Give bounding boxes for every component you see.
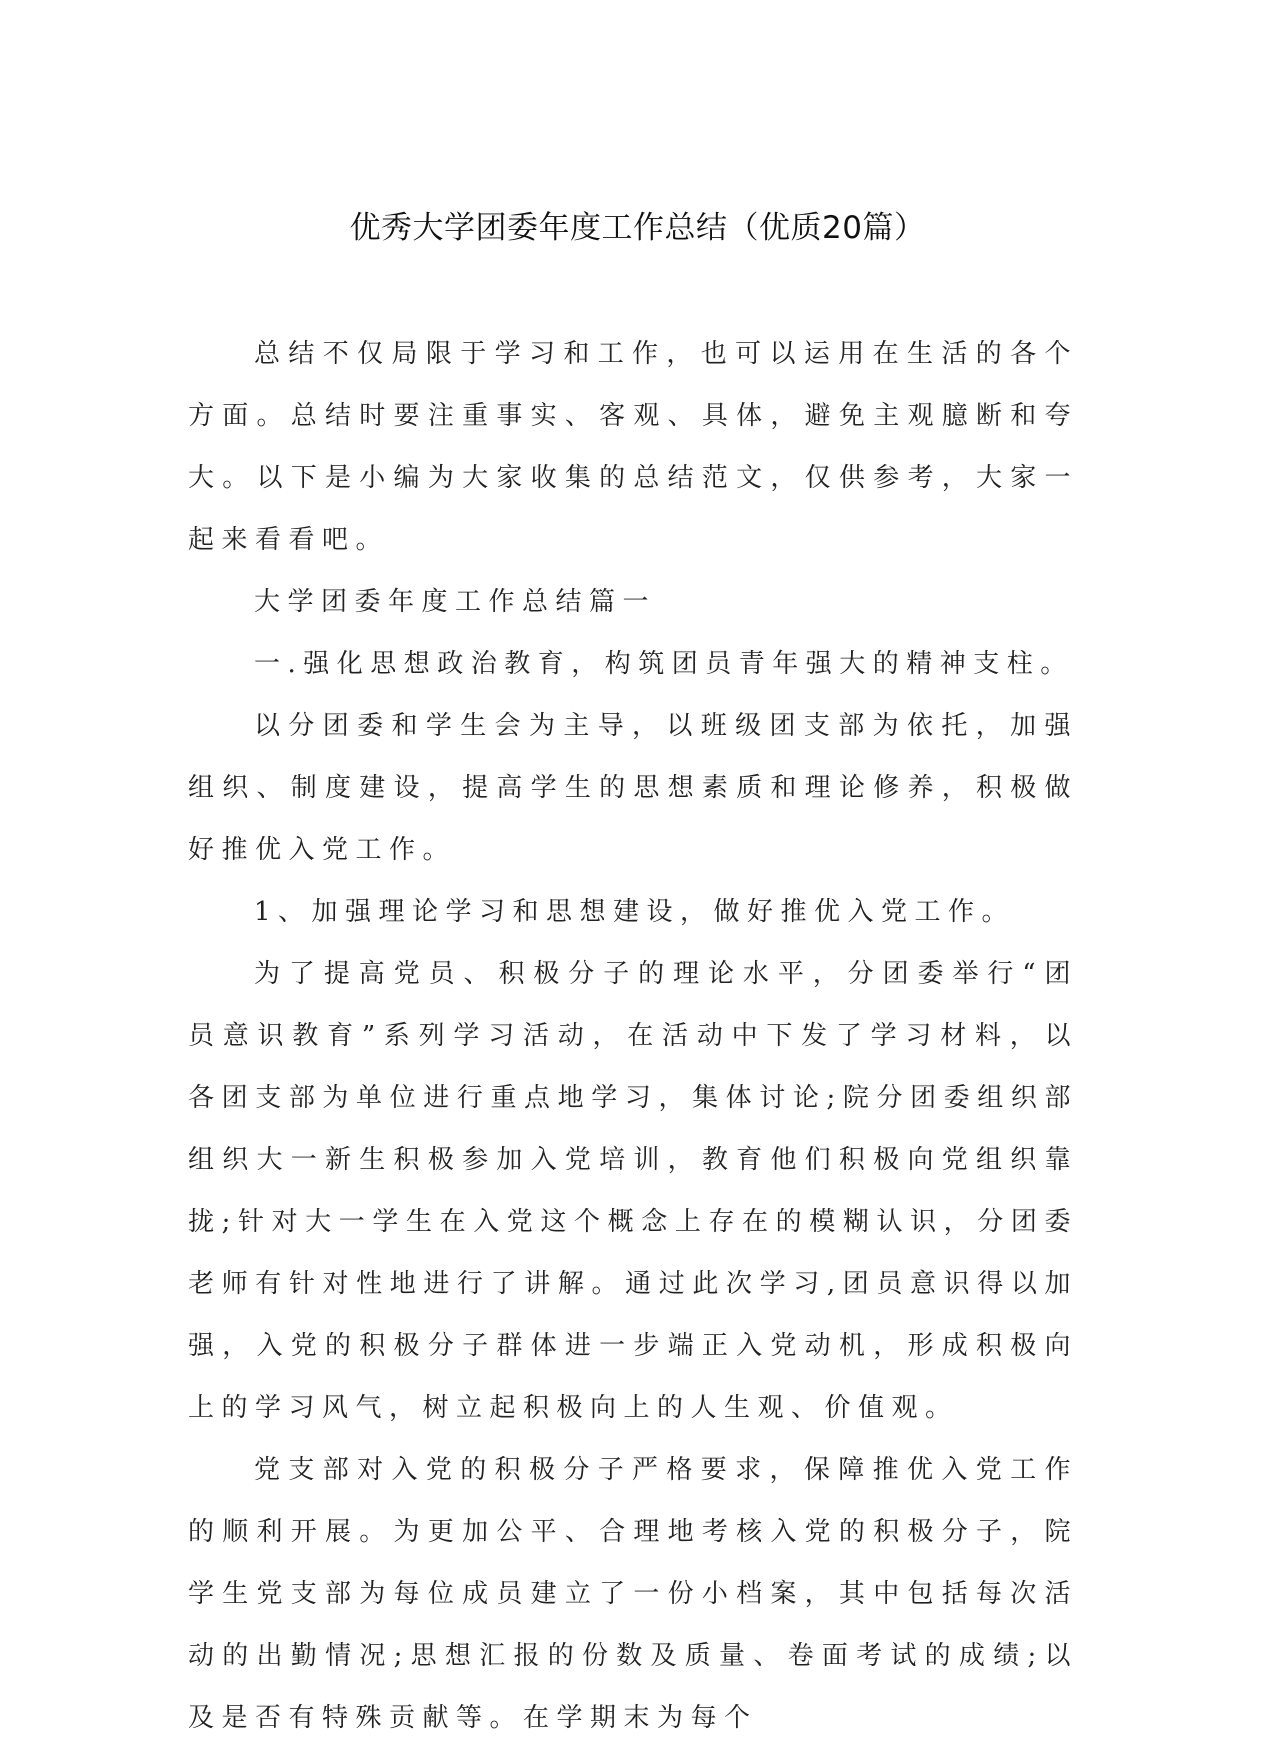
paragraph-intro: 总结不仅局限于学习和工作，也可以运用在生活的各个方面。总结时要注重事实、客观、具体，避免主观臆断和夸大。以下是小编为大家收集的总结范文，仅供参考，大家一起来看看吧。 — [188, 339, 1078, 555]
document-body — [188, 323, 1078, 1749]
document-title: 优秀大学团委年度工作总结（优质20篇） — [349, 210, 926, 246]
subsection-heading: 一.强化思想政治教育，构筑团员青年强大的精神支柱。 — [254, 649, 1074, 679]
paragraph: 党支部对入党的积极分子严格要求，保障推优入党工作的顺利开展。为更加公平、合理地考核入党的积极分子，院学生党支部为每位成员建立了一份小档案，其中包括每次活动的出勤情况;思想汇报的份数及质量、卷面考试的成绩;以及是否有特殊贡献等。在学期末为每个 — [188, 1455, 1078, 1733]
paragraph: 为了提高党员、积极分子的理论水平，分团委举行“团员意识教育”系列学习活动，在活动中下发了学习材料，以各团支部为单位进行重点地学习，集体讨论;院分团委组织部组织大一新生积极参加入党培训，教育他们积极向党组织靠拢;针对大一学生在入党这个概念上存在的模糊认识，分团委老师有针对性地进行了讲解。通过此次学习,团员意识得以加强，入党的积极分子群体进一步端正入党动机，形成积极向上的学习风气，树立起积极向上的人生观、价值观。 — [188, 959, 1078, 1423]
item-heading: 1、加强理论学习和思想建设，做好推优入党工作。 — [254, 897, 1016, 927]
section-heading: 大学团委年度工作总结篇一 — [254, 587, 657, 617]
paragraph: 以分团委和学生会为主导，以班级团支部为依托，加强组织、制度建设，提高学生的思想素质和理论修养，积极做好推优入党工作。 — [188, 711, 1078, 865]
